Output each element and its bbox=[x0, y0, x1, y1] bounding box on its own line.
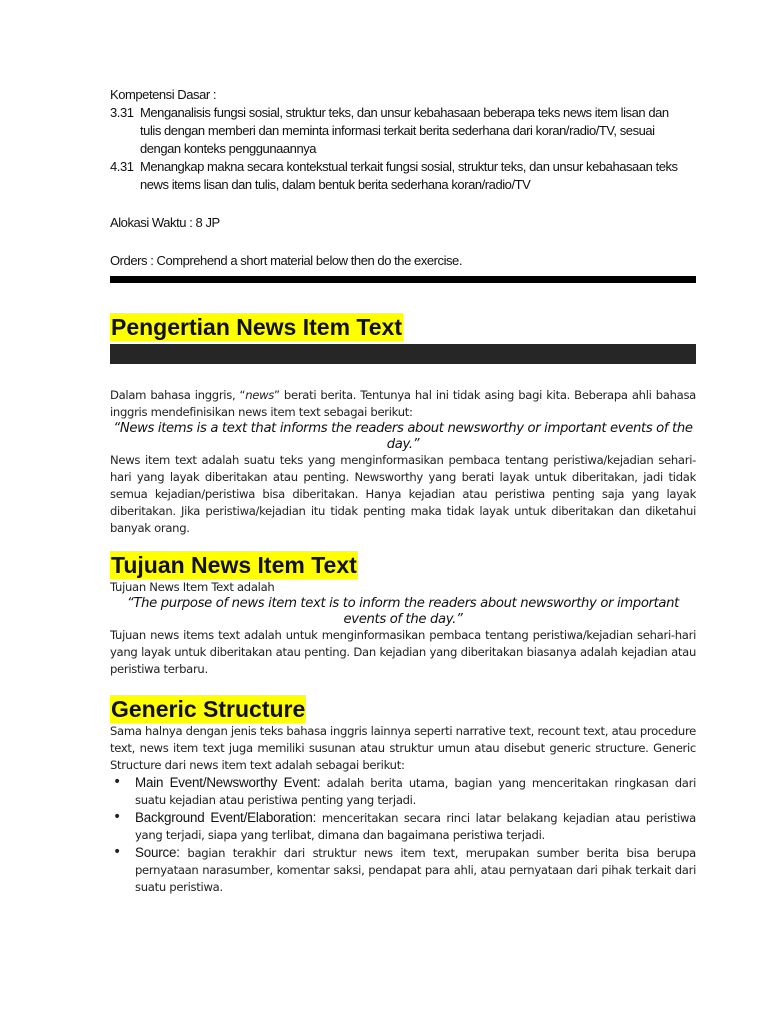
structure-description: bagian terakhir dari struktur news item text, merupakan sumber berita bisa berupa pernyataan narasumber, komentar saksi, pendapat para ahli, atau pernyataan dari pihak terkait dari suatu peristiwa. bbox=[135, 846, 696, 894]
kompetensi-item-text: Menganalisis fungsi sosial, struktur teks, dan unsur kebahasaan beberapa teks news item lisan dan tulis dengan memberi dan meminta informasi terkait berita sederhana dari koran/radio/TV, sesuai dengan konteks penggunaannya bbox=[140, 105, 669, 156]
list-item-body bbox=[135, 774, 696, 809]
bullet-icon: • bbox=[113, 844, 121, 860]
pengertian-intro-end: ” berati berita. Tentunya hal ini tidak asing bagi kita. Beberapa ahli bahasa inggris mendefinisikan news item text sebagai berikut: bbox=[110, 388, 696, 419]
bullet-icon: • bbox=[113, 774, 121, 790]
list-item bbox=[110, 844, 696, 896]
news-term: news bbox=[245, 388, 275, 402]
kompetensi-dasar-title: Kompetensi Dasar : bbox=[110, 87, 217, 102]
structure-description: menceritakan secara rinci latar belakang kejadian atau peristiwa yang terjadi, siapa yang terlibat, dimana dan bagaimana peristiwa terjadi. bbox=[135, 811, 696, 842]
generic-structure-list bbox=[110, 774, 696, 896]
heading-dark-bar bbox=[110, 344, 696, 364]
structure-description: adalah berita utama, bagian yang menceritakan ringkasan dari suatu kejadian atau peristiwa penting yang terjadi. bbox=[135, 776, 696, 807]
structure-term: Source: bbox=[135, 845, 180, 860]
kompetensi-item bbox=[110, 158, 696, 194]
list-item bbox=[110, 809, 696, 844]
bullet-icon: • bbox=[113, 809, 121, 825]
generic-structure-heading: Generic Structure bbox=[111, 696, 306, 722]
list-item-body bbox=[135, 809, 696, 844]
section-divider-rule bbox=[110, 276, 696, 283]
kompetensi-item bbox=[110, 104, 696, 158]
orders-instruction: Orders : Comprehend a short material below then do the exercise. bbox=[110, 253, 463, 268]
structure-term: Background Event/Elaboration: bbox=[135, 810, 317, 825]
pengertian-intro-start: Dalam bahasa inggris, “ bbox=[110, 388, 246, 402]
pengertian-intro bbox=[110, 387, 696, 421]
document-page bbox=[110, 86, 696, 896]
kompetensi-item-number: 3.31 bbox=[110, 105, 134, 120]
tujuan-heading: Tujuan News Item Text bbox=[111, 552, 357, 578]
tujuan-body: Tujuan news items text adalah untuk menginformasikan pembaca tentang peristiwa/kejadian sehari-hari yang layak untuk diberitakan atau penting. Dan kejadian yang diberitakan biasanya adalah kejadian atau peristiwa terbaru. bbox=[110, 628, 696, 676]
pengertian-heading: Pengertian News Item Text bbox=[111, 314, 402, 340]
tujuan-purpose-quote: “The purpose of news item text is to inform the readers about newsworthy or important events of the day.” bbox=[126, 596, 679, 627]
kompetensi-item-number: 4.31 bbox=[110, 159, 134, 174]
pengertian-body: News item text adalah suatu teks yang menginformasikan pembaca tentang peristiwa/kejadian sehari-hari yang layak diberitakan atau penting. Newsworthy yang berati layak untuk diberitakan, jadi tidak semua kejadian/peristiwa bisa diberitakan. Hanya kejadian atau peristiwa penting saja yang layak diberitakan. Jika peristiwa/kejadian itu tidak penting maka tidak layak untuk diberitakan dan diketahui banyak orang. bbox=[110, 453, 696, 535]
alokasi-waktu: Alokasi Waktu : 8 JP bbox=[110, 215, 220, 230]
pengertian-definition-quote: “News items is a text that informs the readers about newsworthy or important events of the day.” bbox=[113, 421, 693, 452]
generic-structure-intro: Sama halnya dengan jenis teks bahasa inggris lainnya seperti narrative text, recount text, atau procedure text, news item text juga memiliki susunan atau struktur umun atau disebut generic structure. Generic Structure dari news item text adalah sebagai berikut: bbox=[110, 724, 696, 772]
list-item-body bbox=[135, 844, 696, 896]
tujuan-lead: Tujuan News Item Text adalah bbox=[110, 580, 275, 594]
kompetensi-item-text: Menangkap makna secara kontekstual terkait fungsi sosial, struktur teks, dan unsur kebahasaan teks news items lisan dan tulis, dalam bentuk berita sederhana koran/radio/TV bbox=[140, 159, 678, 192]
kompetensi-dasar-block bbox=[110, 86, 696, 270]
list-item bbox=[110, 774, 696, 809]
structure-term: Main Event/Newsworthy Event: bbox=[135, 775, 321, 790]
